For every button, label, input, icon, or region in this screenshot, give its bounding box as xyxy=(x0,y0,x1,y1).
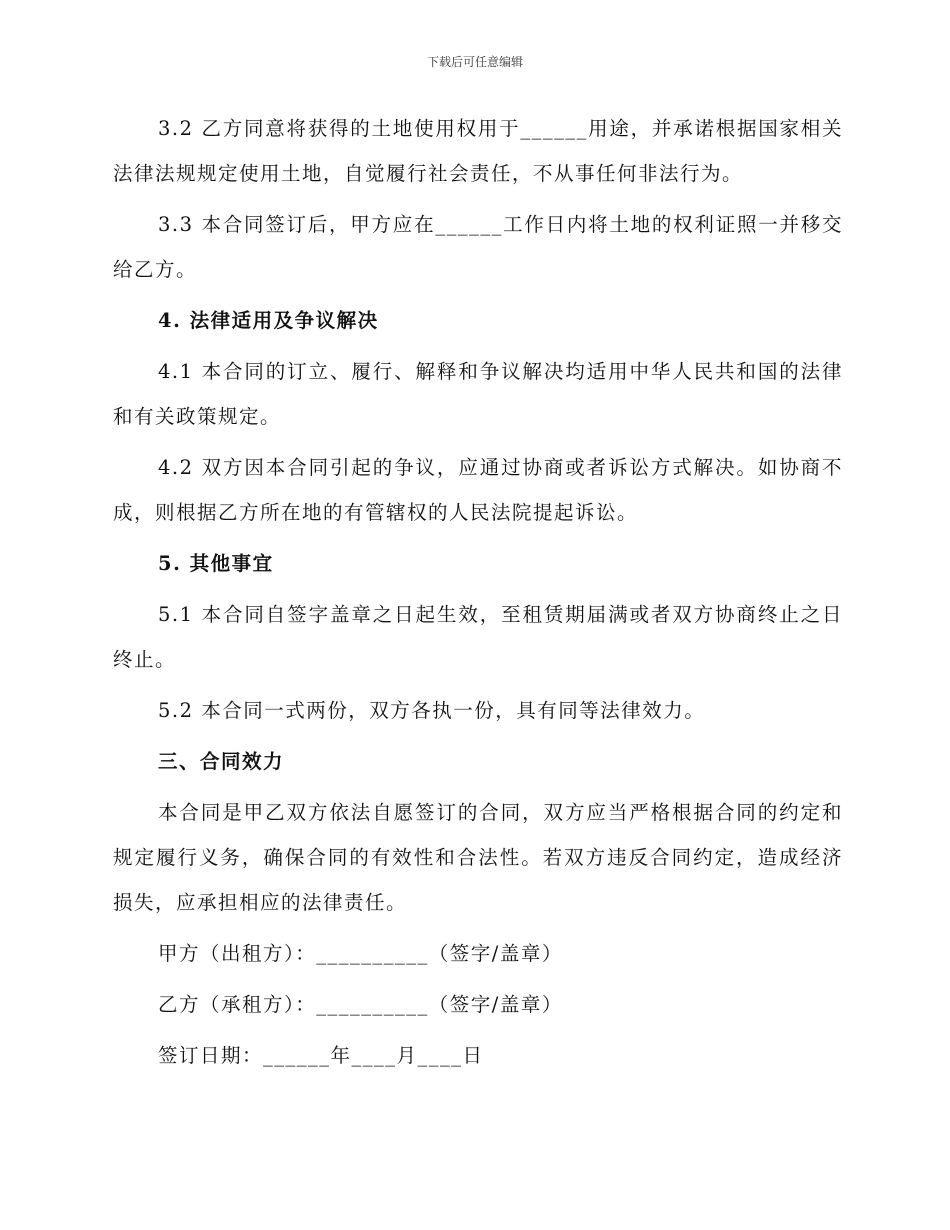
contract-effect-paragraph: 本合同是甲乙双方依法自愿签订的合同，双方应当严格根据合同的约定和规定履行义务，确保合同的有效性和合法性。若双方违反合同约定，造成经济损失，应承担相应的法律责任。 xyxy=(113,801,843,914)
clause-3-3: 3.3 本合同签订后，甲方应在______工作日内将土地的权利证照一并移交给乙方。 xyxy=(113,213,843,281)
clause-3-2: 3.2 乙方同意将获得的土地使用权用于______用途，并承诺根据国家相关法律法规规定使用土地，自觉履行社会责任，不从事任何非法行为。 xyxy=(113,117,843,185)
party-a-signature-line: 甲方（出租方）：__________（签字/盖章） xyxy=(158,942,563,965)
clause-4-1: 4.1 本合同的订立、履行、解释和争议解决均适用中华人民共和国的法律和有关政策规定。 xyxy=(113,360,843,428)
clause-5-1: 5.1 本合同自签字盖章之日起生效，至租赁期届满或者双方协商终止之日终止。 xyxy=(113,603,843,671)
document-body xyxy=(113,106,843,1084)
party-b-signature-line: 乙方（承租方）：__________（签字/盖章） xyxy=(158,993,563,1016)
sign-date-line: 签订日期：______年____月____日 xyxy=(158,1044,484,1067)
clause-4-2: 4.2 双方因本合同引起的争议，应通过协商或者诉讼方式解决。如协商不成，则根据乙方所在地的有管辖权的人民法院提起诉讼。 xyxy=(113,456,843,524)
page-header: 下载后可任意编辑 xyxy=(426,55,523,69)
section-4-heading: 4. 法律适用及争议解决 xyxy=(158,309,379,332)
clause-5-2: 5.2 本合同一式两份，双方各执一份，具有同等法律效力。 xyxy=(158,699,706,722)
section-5-heading: 5. 其他事宜 xyxy=(158,552,274,575)
contract-effect-heading: 三、合同效力 xyxy=(158,750,285,773)
